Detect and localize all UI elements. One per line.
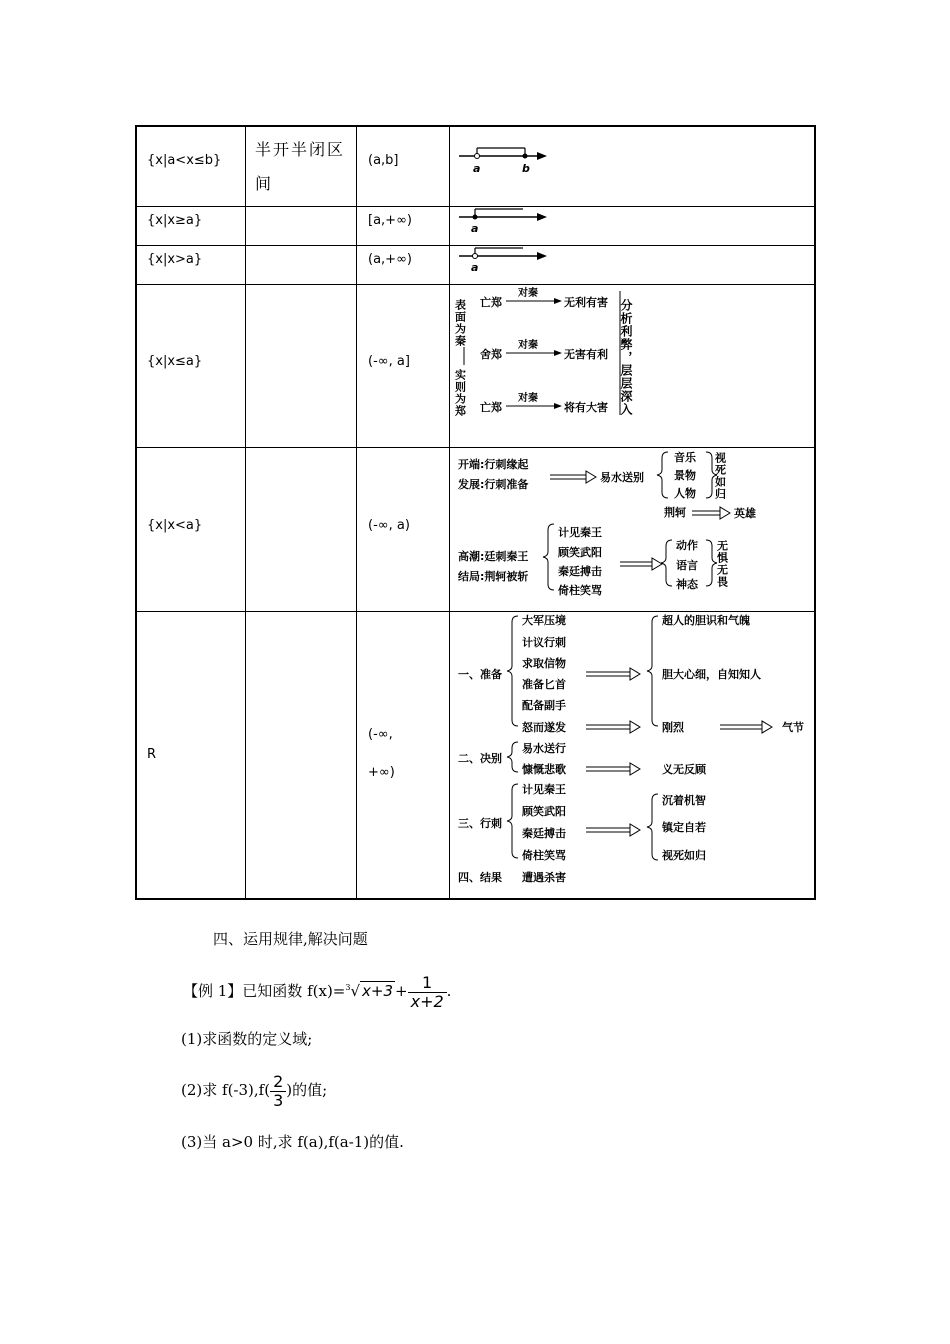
set-notation: R	[147, 747, 157, 762]
list-item: 倚柱笑骂	[522, 849, 566, 862]
number-line-ab	[455, 143, 555, 177]
branch-arrow: 对秦	[518, 340, 538, 351]
interval-notation: (-∞, a)	[368, 518, 410, 533]
fraction-2-3: $\frac{2}{3}$	[270, 1073, 286, 1110]
list-item: 准备匕首	[522, 678, 566, 691]
result-item: 超人的胆识和气魄	[662, 614, 750, 627]
example-1: 【例 1】已知函数 f(x)=$^3$√ x+3 + $\frac{1}{x+2}$ .	[183, 972, 452, 1011]
plus-sign: +	[395, 982, 408, 1000]
question-3: (3)当 a>0 时,求 f(a),f(a-1)的值.	[181, 1133, 404, 1151]
result-item: 刚烈	[662, 721, 684, 734]
question-2: (2)求 f(-3),f( $\frac{2}{3}$ )的值;	[181, 1071, 328, 1110]
analysis-note: 分析利弊，层层深入	[619, 299, 633, 416]
jingke-structure-diagram	[450, 612, 816, 900]
interval-notation: (-∞, a]	[368, 354, 410, 369]
set-notation: {x|x≤a}	[147, 354, 203, 369]
list-item: 顾笑武阳	[522, 805, 566, 818]
set-notation: {x|a<x≤b}	[147, 153, 222, 168]
result-item: 沉着机智	[662, 794, 706, 807]
section-label: 三、行刺	[458, 817, 502, 830]
qin-zheng-diagram	[450, 285, 816, 447]
yingxiong-text: 英雄	[734, 507, 756, 520]
list-item: 易水送行	[522, 742, 566, 755]
qijie-text: 气节	[782, 721, 804, 734]
branch-to: 将有大害	[564, 401, 608, 414]
list-item: 配备副手	[522, 699, 566, 712]
radicand: x+3	[362, 982, 394, 1000]
trait-item: 语言	[676, 559, 698, 572]
interval-table	[135, 125, 816, 900]
question-1: (1)求函数的定义域;	[181, 1030, 313, 1048]
branch-from: 舍郑	[480, 348, 502, 361]
list-item: 大军压境	[522, 614, 566, 627]
point-b-label: b	[522, 162, 530, 175]
mid-item: 音乐	[674, 451, 696, 464]
fazhan-text: 发展:行刺准备	[458, 478, 529, 491]
interval-notation-line2: +∞)	[368, 765, 395, 780]
mid-item: 景物	[674, 469, 696, 482]
jieju-text: 结局:荆轲被斩	[458, 570, 529, 583]
gaochao-text: 高潮:廷刺秦王	[458, 550, 529, 563]
branch-to: 无利有害	[564, 296, 608, 309]
interval-notation: (a,b]	[368, 153, 399, 168]
list-item: 怒而遂发	[522, 721, 566, 734]
list-item: 慷慨悲歌	[522, 763, 566, 776]
result-item: 视死如归	[662, 849, 706, 862]
event-item: 顾笑武阳	[558, 546, 602, 559]
list-item: 秦廷搏击	[522, 827, 566, 840]
jingke-plot-diagram	[450, 448, 816, 611]
list-item: 求取信物	[522, 657, 566, 670]
side-bottom-text: 实则为郑	[453, 369, 467, 417]
point-a-label: a	[473, 162, 481, 175]
kaiduan-text: 开端:行刺缘起	[458, 458, 529, 471]
section-label: 二、决别	[458, 752, 502, 765]
point-a-label: a	[471, 261, 479, 274]
interval-notation-line1: (-∞,	[368, 727, 393, 742]
section-label: 四、结果	[458, 871, 502, 884]
result-item: 镇定自若	[662, 821, 706, 834]
section-heading: 四、运用规律,解决问题	[213, 930, 368, 948]
mid-item: 人物	[674, 487, 696, 500]
branch-arrow: 对秦	[518, 288, 538, 299]
set-notation: {x|x<a}	[147, 518, 203, 533]
sec2-result: 义无反顾	[662, 763, 706, 776]
example-prefix: 【例 1】已知函数 f(x)=	[183, 982, 346, 1000]
yishui-text: 易水送别	[600, 471, 644, 484]
section-label: 一、准备	[458, 668, 502, 681]
branch-from: 亡郑	[480, 296, 502, 309]
set-notation: {x|x>a}	[147, 252, 203, 267]
interval-name: 半开半闭区间	[255, 140, 346, 193]
interval-notation: [a,+∞)	[368, 213, 412, 228]
list-item: 遭遇杀害	[522, 871, 566, 884]
branch-from: 亡郑	[480, 401, 502, 414]
result-item: 胆大心细，自知知人	[662, 668, 761, 681]
fraction: $\frac{1}{x+2}$	[408, 974, 447, 1011]
jingke-text: 荆轲	[664, 506, 686, 519]
set-notation: {x|x≥a}	[147, 213, 203, 228]
branch-arrow: 对秦	[518, 393, 538, 404]
wuju-text: 无惧无畏	[715, 540, 729, 588]
trait-item: 动作	[676, 539, 698, 552]
side-top-text: 表面为秦	[453, 299, 467, 347]
event-item: 倚柱笑骂	[558, 584, 602, 597]
trait-item: 神态	[676, 578, 698, 591]
root-index: 3	[345, 983, 351, 992]
list-item: 计见秦王	[522, 783, 566, 796]
event-item: 秦廷搏击	[558, 565, 602, 578]
point-a-label: a	[471, 222, 479, 235]
shisi-text: 视死如归	[713, 452, 727, 500]
number-line-ge-a	[455, 207, 555, 243]
interval-notation: (a,+∞)	[368, 252, 412, 267]
number-line-gt-a	[455, 246, 555, 282]
event-item: 计见秦王	[558, 526, 602, 539]
list-item: 计议行刺	[522, 636, 566, 649]
branch-to: 无害有利	[564, 348, 608, 361]
